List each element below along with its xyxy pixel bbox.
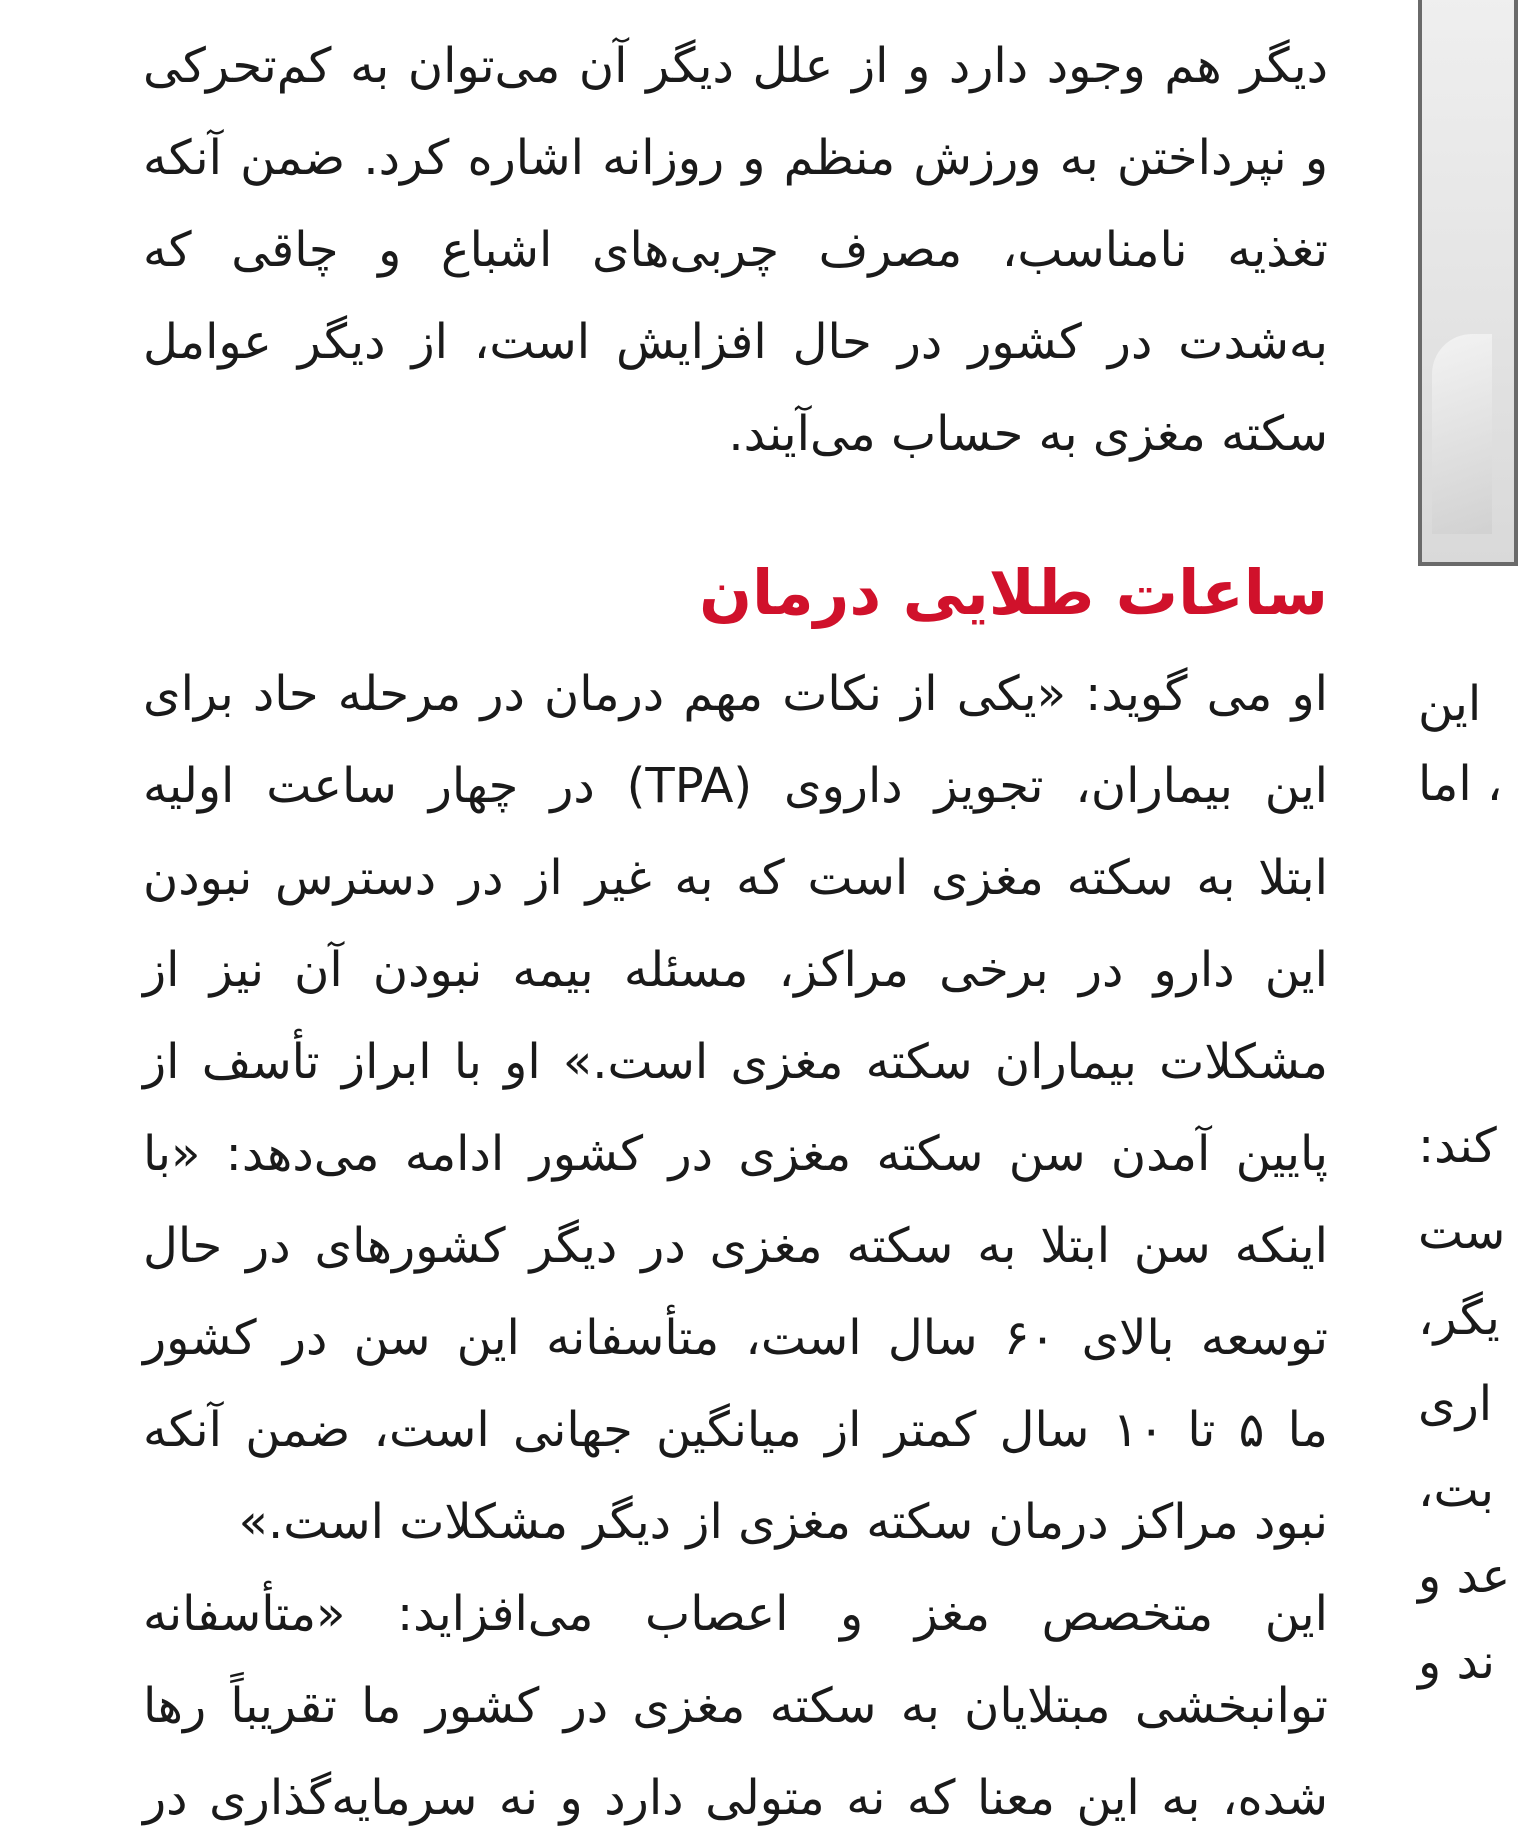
adjacent-text-fragment: یگر، <box>1418 1290 1500 1346</box>
text-line: ما ۵ تا ۱۰ سال کمتر از میانگین جهانی است، ضمن آنکه <box>143 1402 1329 1458</box>
article-paragraph-intro <box>143 20 1328 480</box>
text-line: مشکلات بیماران سکته مغزی است.» او با ابراز تأسف از <box>143 1034 1328 1090</box>
text-line: پایین آمدن سن سکته مغزی در کشور ادامه می‌دهد: «با <box>143 1126 1328 1182</box>
adjacent-text-fragment: بت، <box>1418 1462 1494 1518</box>
text-line: اینکه سن ابتلا به سکته مغزی در دیگر کشورهای در حال <box>143 1218 1328 1274</box>
text-line: سکته مغزی به حساب می‌آیند. <box>728 406 1328 462</box>
adjacent-text-fragment: ست <box>1418 1204 1506 1260</box>
text-line: این بیماران، تجویز داروی (TPA) در چهار ساعت اولیه <box>143 758 1329 814</box>
text-line: او می گوید: «یکی از نکات مهم درمان در مرحله حاد برای <box>143 666 1328 722</box>
adjacent-text-fragment: ، اما <box>1418 756 1503 812</box>
adjacent-text-fragment: این <box>1418 676 1482 732</box>
text-line: تغذیه نامناسب، مصرف چربی‌های اشباع و چاقی که <box>143 222 1328 278</box>
text-line: این متخصص مغز و اعصاب می‌افزاید: «متأسفانه <box>143 1586 1328 1642</box>
text-line: نبود مراکز درمان سکته مغزی از دیگر مشکلات است.» <box>238 1494 1328 1550</box>
adjacent-text-fragment: اری <box>1418 1376 1493 1432</box>
text-line: توسعه بالای ۶۰ سال است، متأسفانه این سن در کشور <box>143 1310 1329 1366</box>
section-heading: ساعات طلایی درمان <box>699 556 1328 629</box>
text-line: و نپرداختن به ورزش منظم و روزانه اشاره کرد. ضمن آنکه <box>143 130 1328 186</box>
article-paragraph-body <box>143 648 1328 1844</box>
adjacent-text-fragment: عد و <box>1418 1548 1511 1604</box>
adjacent-column <box>1418 0 1511 1832</box>
adjacent-text-fragment: کند: <box>1418 1118 1497 1174</box>
text-line: توانبخشی مبتلایان به سکته مغزی در کشور ما تقریباً رها <box>143 1678 1328 1734</box>
text-line: به‌شدت در کشور در حال افزایش است، از دیگر عوامل <box>143 314 1328 370</box>
text-line: دیگر هم وجود دارد و از علل دیگر آن می‌توان به کم‌تحرکی <box>143 38 1328 94</box>
text-line: شده، به این معنا که نه متولی دارد و نه سرمایه‌گذاری در <box>143 1770 1328 1826</box>
text-line: این دارو در برخی مراکز، مسئله بیمه نبودن آن نیز از <box>143 942 1328 998</box>
adjacent-text-fragment: ند و <box>1418 1634 1495 1690</box>
text-line: ابتلا به سکته مغزی است که به غیر از در دسترس نبودن <box>143 850 1328 906</box>
